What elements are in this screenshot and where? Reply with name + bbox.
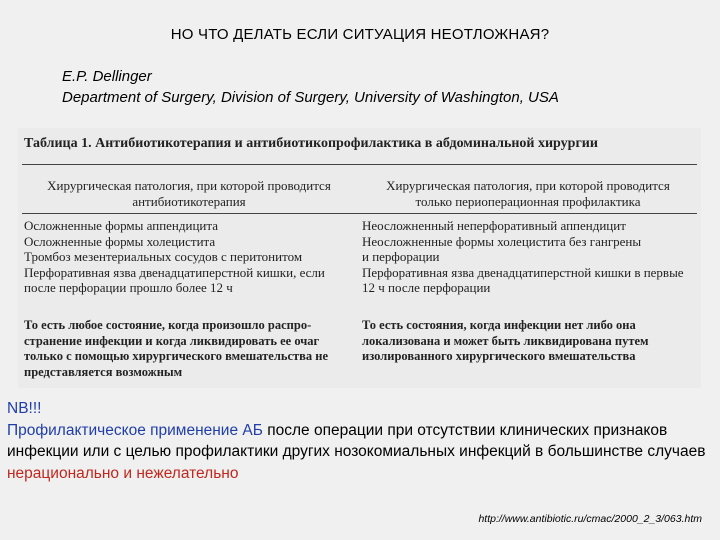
- nb-text-conclusion: нерационально и нежелательно: [7, 464, 239, 482]
- table-footer-line: локализована и может быть ликвидирована путем: [362, 333, 649, 348]
- nb-label: NB!!!: [7, 400, 42, 417]
- table-header-right: [362, 178, 694, 209]
- table-footer-line: странение инфекции и когда ликвидировать ее очаг: [24, 333, 320, 348]
- table-header-line: Хирургическая патология, при которой проводится: [47, 178, 331, 193]
- table-cell-line: Перфоративная язва двенадцатиперстной кишки, если: [24, 264, 325, 280]
- table-footer-left: [24, 318, 354, 380]
- table-header-left: [24, 178, 354, 209]
- table-cell-line: 12 ч после перфорации: [362, 280, 491, 295]
- table-image: [18, 128, 701, 388]
- table-rule: [22, 164, 697, 165]
- table-cell-line: Осложненные формы холецистита: [24, 233, 216, 249]
- table-header-line: только периоперационная профилактика: [415, 193, 641, 209]
- table-header-line: Хирургическая патология, при которой проводится: [386, 178, 670, 193]
- author-block: [62, 66, 559, 108]
- nb-text-body: после операции при отсутствии клинических признаков инфекции или с целью профилактики других нозокомиальных инфекций в большинстве случаев: [7, 421, 706, 460]
- table-header-line: антибиотикотерапия: [132, 193, 246, 209]
- table-footer-line: То есть состояния, когда инфекции нет либо она: [362, 318, 636, 332]
- table-cell-left: [24, 218, 354, 296]
- table-footer-line: только с помощью хирургического вмешательства не: [24, 349, 329, 363]
- table-cell-line: Перфоративная язва двенадцатиперстной кишки в первые: [362, 264, 684, 280]
- table-cell-line: Неосложненные формы холецистита без гангрены: [362, 233, 642, 249]
- table-cell-line: Тромбоз мезентериальных сосудов с перитонитом: [24, 249, 303, 264]
- nb-text-highlight: Профилактическое применение АБ: [7, 421, 263, 439]
- table-cell-line: Осложненные формы аппендицита: [24, 218, 218, 233]
- table-rule: [22, 213, 697, 214]
- author-name: E.P. Dellinger: [62, 68, 152, 85]
- nb-text: [7, 420, 707, 485]
- table-footer-right: [362, 318, 694, 365]
- table-footer-line: представляется возможным: [24, 364, 183, 379]
- author-affiliation: Department of Surgery, Division of Surgery, University of Washington, USA: [62, 89, 559, 106]
- source-url: http://www.antibiotic.ru/cmac/2000_2_3/063.htm: [478, 513, 702, 525]
- table-footer-line: изолированного хирургического вмешательства: [362, 349, 636, 363]
- table-footer-line: То есть любое состояние, когда произошло распро-: [24, 318, 312, 332]
- table-cell-line: Неосложненный неперфоративный аппендицит: [362, 218, 626, 233]
- table-caption: Таблица 1. Антибиотикотерапия и антибиотикопрофилактика в абдоминальной хирургии: [24, 136, 598, 151]
- slide-title: НО ЧТО ДЕЛАТЬ ЕСЛИ СИТУАЦИЯ НЕОТЛОЖНАЯ?: [170, 26, 550, 43]
- table-cell-right: [362, 218, 694, 296]
- table-cell-line: после перфорации прошло более 12 ч: [24, 280, 233, 295]
- table-cell-line: и перфорации: [362, 249, 440, 264]
- nb-note: [7, 398, 707, 484]
